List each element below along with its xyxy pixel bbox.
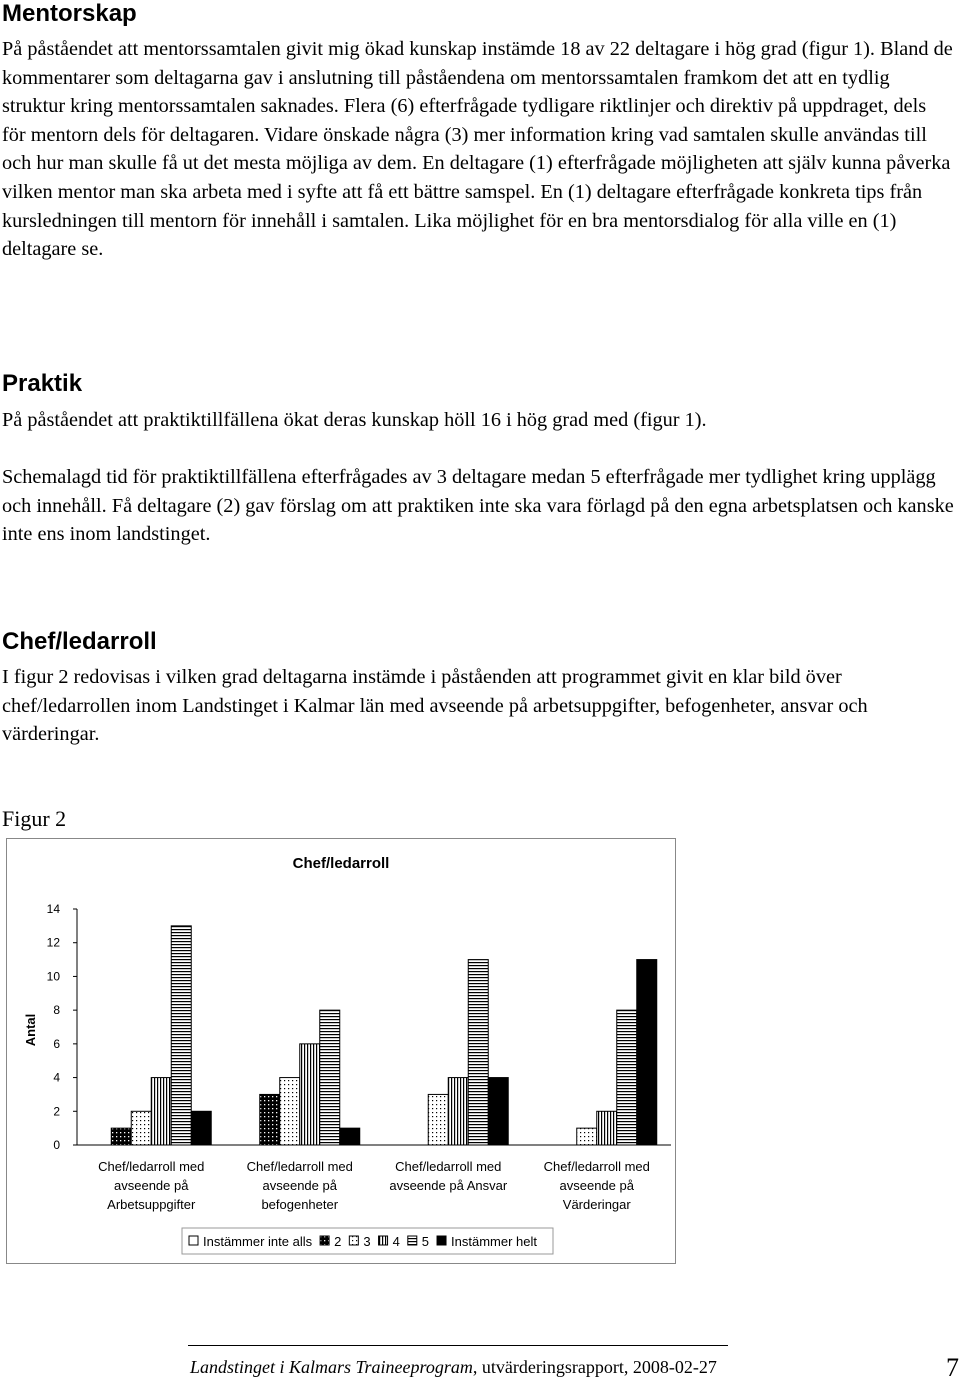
y-tick-label: 8 [53, 1003, 60, 1018]
footer-rule [188, 1345, 728, 1346]
footer-rest: , utvärderingsrapport, 2008-02-27 [472, 1357, 717, 1377]
praktik-paragraph-1: På påståendet att praktiktillfällena ökat deras kunskap höll 16 i hög grad med (figur 1). [2, 409, 707, 431]
x-tick-label: Chef/ledarroll med avseende på Ansvar [389, 1159, 508, 1193]
bar [637, 960, 657, 1145]
figure-label: Figur 2 [2, 806, 67, 831]
legend-swatch [408, 1236, 417, 1245]
legend-label: 3 [363, 1234, 371, 1249]
chart-title: Chef/ledarroll [292, 855, 390, 872]
bar [340, 1128, 360, 1145]
praktik-paragraph-2: Schemalagd tid för praktiktillfällena efterfrågades av 3 deltagare medan 5 efterfrågade mer tydlighet kring upplägg och innehåll. Få deltagare (2) gav förslag om att praktiken inte ska vara förlagd på den egna arbetsplatsen och kanske inte ens inom landstinget. [2, 466, 954, 546]
y-tick-label: 0 [53, 1138, 60, 1152]
legend-label: Instämmer helt [451, 1234, 538, 1249]
bar [280, 1078, 300, 1145]
y-tick-label: 12 [46, 935, 60, 950]
bar [428, 1094, 448, 1145]
bar [488, 1078, 508, 1145]
chart-frame [6, 838, 676, 1264]
footer [190, 1356, 717, 1378]
bar [617, 1010, 637, 1145]
bar [260, 1094, 280, 1145]
legend-swatch [437, 1236, 446, 1245]
bar [191, 1111, 211, 1145]
page-number: 7 [946, 1353, 959, 1382]
bar [597, 1111, 617, 1145]
legend-swatch [379, 1236, 388, 1245]
legend-swatch [189, 1236, 198, 1245]
y-tick-label: 2 [53, 1104, 60, 1119]
section-heading-praktik: Praktik [2, 370, 83, 397]
section-heading-chef-ledarroll: Chef/ledarroll [2, 628, 157, 655]
legend-label: Instämmer inte alls [203, 1234, 313, 1249]
bar [171, 926, 191, 1145]
y-axis-label: Antal [23, 1013, 38, 1047]
bar [448, 1078, 468, 1145]
legend-swatch [349, 1236, 358, 1245]
y-tick-label: 14 [46, 902, 60, 916]
bar [300, 1044, 320, 1145]
x-tick-label: Chef/ledarroll med avseende på befogenheter [246, 1159, 353, 1212]
x-tick-label: Chef/ledarroll med avseende på Arbetsuppgifter [98, 1159, 205, 1212]
legend-swatch [320, 1236, 329, 1245]
bar [151, 1078, 171, 1145]
chef-ledarroll-paragraph: I figur 2 redovisas i vilken grad deltagarna instämde i påståenden att programmet givit en klar bild över chef/ledarrollen inom Landstinget i Kalmar län med avseende på arbetsuppgifter, befogenheter, ansvar och värderingar. [2, 666, 868, 746]
bar [468, 960, 488, 1145]
y-tick-label: 4 [53, 1070, 60, 1085]
bar-chart [7, 839, 675, 1263]
legend-label: 2 [334, 1234, 342, 1249]
bar [320, 1010, 340, 1145]
y-tick-label: 10 [46, 969, 60, 984]
legend-label: 4 [392, 1234, 400, 1249]
x-tick-label: Chef/ledarroll med avseende på Värderingar [543, 1159, 650, 1212]
footer-title: Landstinget i Kalmars Traineeprogram [190, 1357, 473, 1377]
bar [577, 1128, 597, 1145]
y-tick-label: 6 [53, 1036, 60, 1051]
bar [131, 1111, 151, 1145]
mentorskap-paragraph: På påståendet att mentorssamtalen givit mig ökad kunskap instämde 18 av 22 deltagare i hög grad (figur 1). Bland de kommentarer som deltagarna gav i anslutning till påståendena om mentorssamtalen framkom det att en tydlig struktur kring mentorssamtalen saknades. Flera (6) efterfrågade tydligare riktlinjer och direktiv på uppdraget, dels för mentorn dels för deltagaren. Vidare önskade några (3) mer information kring vad samtalen skulle användas till och hur man skulle få ut det mesta möjliga av dem. En deltagare (1) efterfrågade möjligheten att själv kunna påverka vilken mentor man ska arbeta med i syfte att få ett bättre samspel. En (1) deltagare efterfrågade konkreta tips från kursledningen till mentorn för innehåll i samtalen. Lika möjlighet för en bra mentorsdialog för alla ville en (1) deltagare se. [2, 38, 953, 261]
section-heading-mentorskap: Mentorskap [2, 0, 137, 27]
legend-label: 5 [421, 1234, 430, 1249]
bar [111, 1128, 131, 1145]
